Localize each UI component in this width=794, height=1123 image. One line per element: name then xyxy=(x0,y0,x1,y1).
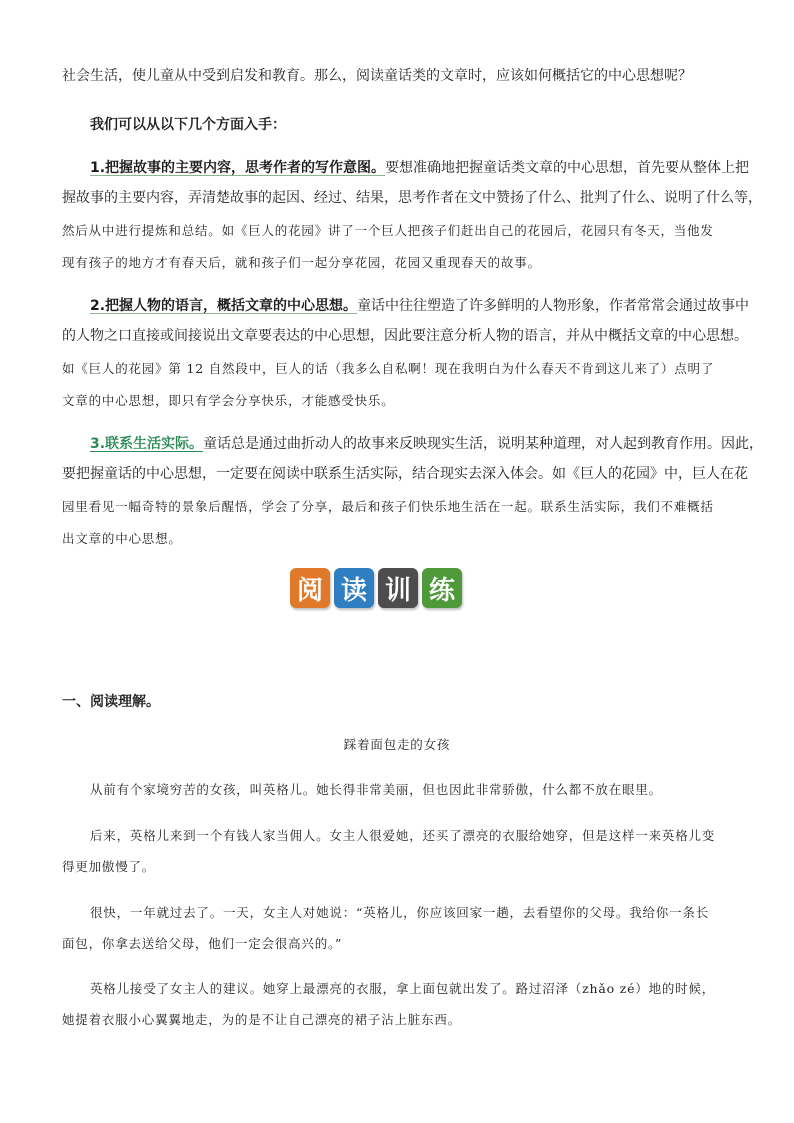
section-1-line-1 xyxy=(62,158,770,179)
story-paragraph-1: 从前有个家境穷苦的女孩，叫英格儿。她长得非常美丽，但也因此非常骄傲，什么都不放在眼里。 xyxy=(90,782,662,797)
section-2-heading: 2.把握人物的语言，概括文章的中心思想。 xyxy=(90,298,358,314)
section-2-line-1 xyxy=(62,296,770,317)
story-paragraph-2-line-1: 后来，英格儿来到一个有钱人家当佣人。女主人很爱她，还买了漂亮的衣服给她穿，但是这样一来英格儿变 xyxy=(90,828,716,843)
reading-practice-banner xyxy=(290,568,462,608)
section-2-text: 童话中往往塑造了许多鲜明的人物形象，作者常常会通过故事中 xyxy=(357,298,750,314)
intro-line: 社会生活，使儿童从中受到启发和教育。那么，阅读童话类的文章时，应该如何概括它的中心思想呢？ xyxy=(62,68,692,84)
section-3-line-3: 园里看见一幅奇特的景象后醒悟，学会了分享，最后和孩子们快乐地生活在一起。联系生活实际，我们不难概括 xyxy=(62,499,714,514)
banner-tile-1: 阅 xyxy=(290,568,330,608)
section-1-line-3: 然后从中进行提炼和总结。如《巨人的花园》讲了一个巨人把孩子们赶出自己的花园后，花园只有冬天，当他发 xyxy=(62,223,714,238)
story-paragraph-3-line-2: 面包，你拿去送给父母，他们一定会很高兴的。” xyxy=(62,936,343,951)
banner-tile-3: 训 xyxy=(378,568,418,608)
section-1-line-2: 握故事的主要内容，弄清楚故事的起因、经过、结果，思考作者在文中赞扬了什么、批判了什么、说明了什么等， xyxy=(62,190,762,206)
section-3-text: 童话总是通过曲折动人的故事来反映现实生活，说明某种道理，对人起到教育作用。因此， xyxy=(203,436,764,452)
story-paragraph-4-line-2: 她提着衣服小心翼翼地走，为的是不让自己漂亮的裙子沾上脏东西。 xyxy=(62,1012,462,1027)
story-paragraph-3-line-1: 很快，一年就过去了。一天，女主人对她说：“英格儿，你应该回家一趟，去看望你的父母。我给你一条长 xyxy=(90,905,709,920)
section-3-line-2: 要把握童话的中心思想，一定要在阅读中联系生活实际，结合现实去深入体会。如《巨人的花园》中，巨人在花 xyxy=(62,466,748,482)
section-1-text: 要想准确地把握童话类文章的中心思想，首先要从整体上把 xyxy=(385,160,750,176)
section-3-line-1 xyxy=(62,434,770,455)
section-2-line-4: 文章的中心思想，即只有学会分享快乐，才能感受快乐。 xyxy=(62,393,395,408)
story-paragraph-2-line-2: 得更加傲慢了。 xyxy=(62,859,156,874)
story-paragraph-4-line-1: 英格儿接受了女主人的建议。她穿上最漂亮的衣服，拿上面包就出发了。路过沼泽（zhǎo zé）地的时候， xyxy=(90,981,716,996)
section-2-line-2: 的人物之口直接或间接说出文章要表达的中心思想，因此要注意分析人物的语言，并从中概括文章的中心思想。 xyxy=(62,328,748,344)
banner-tile-2: 读 xyxy=(334,568,374,608)
story-title: 踩着面包走的女孩 xyxy=(343,737,451,752)
intro-subheading: 我们可以从以下几个方面入手： xyxy=(90,117,286,133)
exercise-heading: 一、阅读理解。 xyxy=(62,694,160,710)
section-3-heading: 3.联系生活实际。 xyxy=(90,436,204,452)
section-1-line-4: 现有孩子的地方才有春天后，就和孩子们一起分享花园，花园又重现春天的故事。 xyxy=(62,255,541,270)
banner-tile-4: 练 xyxy=(422,568,462,608)
section-2-line-3: 如《巨人的花园》第 12 自然段中，巨人的话（我多么自私啊！现在我明白为什么春天不肯到这儿来了）点明了 xyxy=(62,361,715,376)
section-3-line-4: 出文章的中心思想。 xyxy=(62,531,182,546)
section-1-heading: 1.把握故事的主要内容，思考作者的写作意图。 xyxy=(90,160,386,176)
